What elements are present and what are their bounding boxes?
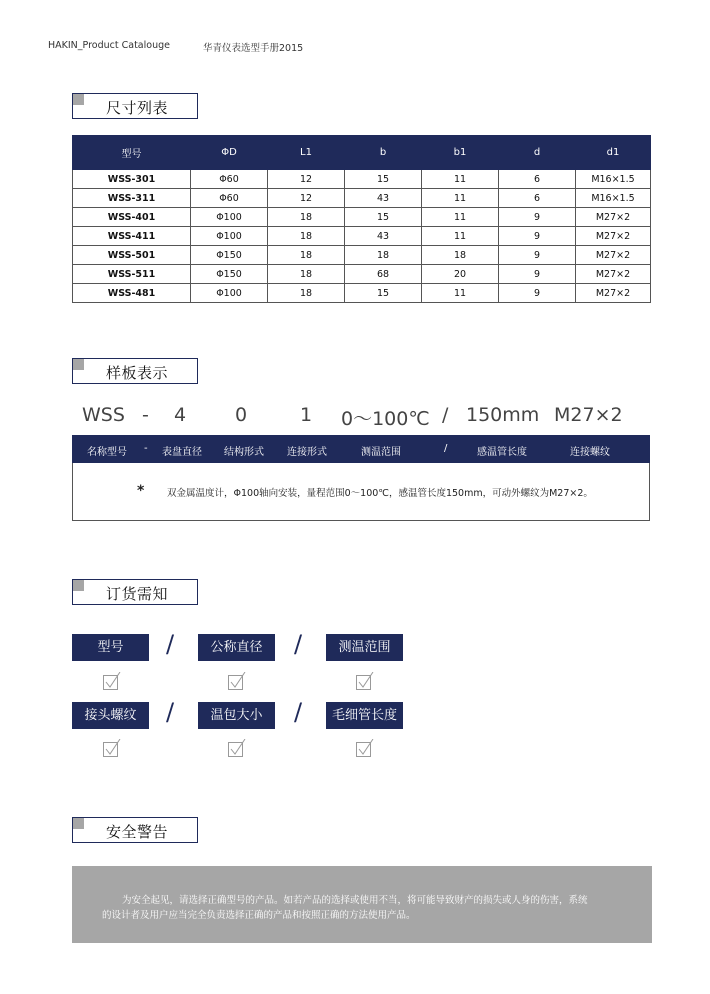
cell: 11 — [422, 208, 499, 227]
section-title-text: 订货需知 — [106, 585, 169, 603]
cell: 6 — [499, 170, 576, 189]
section-marker-icon — [73, 818, 84, 829]
order-field-nominal-diameter: 公称直径 — [198, 634, 275, 661]
cell: 11 — [422, 170, 499, 189]
cell: M16×1.5 — [576, 170, 651, 189]
cell: M27×2 — [576, 284, 651, 303]
legend-label: - — [144, 443, 148, 454]
cell: 18 — [268, 208, 345, 227]
legend-label: / — [444, 443, 448, 454]
legend-label: 感温管长度 — [477, 447, 527, 458]
sample-description-box — [72, 463, 650, 521]
cell: Φ60 — [191, 170, 268, 189]
code-part-dash: - — [142, 404, 149, 426]
order-field-model: 型号 — [72, 634, 149, 661]
dimensions-table — [72, 135, 651, 303]
col-header-b: b — [345, 136, 422, 170]
section-marker-icon — [73, 94, 84, 105]
col-header-diameter: ΦD — [191, 136, 268, 170]
cell: 20 — [422, 265, 499, 284]
safety-text-line1: 为安全起见，请选择正确型号的产品。如若产品的选择或使用不当，将可能导致财产的损失或人身的伤害，系统 — [122, 895, 588, 906]
cell: 43 — [345, 189, 422, 208]
cell: 11 — [422, 227, 499, 246]
cell: 18 — [345, 246, 422, 265]
cell: M27×2 — [576, 265, 651, 284]
cell: M27×2 — [576, 227, 651, 246]
checkbox-icon[interactable] — [103, 739, 121, 757]
sample-legend-bar — [72, 435, 650, 463]
sample-description: 双金属温度计，Φ100轴向安装，量程范围0～100℃，感温管长度150mm，可动外螺纹为M27×2。 — [167, 488, 593, 499]
order-field-bulb-size: 温包大小 — [198, 702, 275, 729]
safety-warning-box — [72, 866, 652, 943]
order-field-temp-range: 测温范围 — [326, 634, 403, 661]
cell: Φ100 — [191, 227, 268, 246]
col-header-l1: L1 — [268, 136, 345, 170]
cell: M27×2 — [576, 208, 651, 227]
table-row — [73, 189, 651, 208]
safety-text-line2: 的设计者及用户应当完全负责选择正确的产品和按照正确的方法使用产品。 — [102, 910, 416, 921]
table-row — [73, 170, 651, 189]
table-header-row — [73, 136, 651, 170]
cell: 11 — [422, 284, 499, 303]
checkbox-icon[interactable] — [356, 672, 374, 690]
cell-model: WSS-511 — [73, 265, 191, 284]
order-separator: / — [166, 698, 175, 726]
checkbox-icon[interactable] — [228, 739, 246, 757]
section-title-safety — [72, 817, 198, 843]
section-marker-icon — [73, 580, 84, 591]
cell: 18 — [268, 246, 345, 265]
checkbox-icon[interactable] — [103, 672, 121, 690]
section-title-sample — [72, 358, 198, 384]
section-title-text: 样板表示 — [106, 364, 169, 382]
header-chinese-title: 华青仪表选型手册2015 — [203, 43, 304, 54]
order-field-joint-thread: 接头螺纹 — [72, 702, 149, 729]
cell-model: WSS-301 — [73, 170, 191, 189]
legend-label: 连接形式 — [287, 447, 327, 458]
cell: 43 — [345, 227, 422, 246]
code-part-connection: 1 — [300, 404, 313, 426]
cell: 15 — [345, 170, 422, 189]
cell: 68 — [345, 265, 422, 284]
section-title-dimensions — [72, 93, 198, 119]
cell: 18 — [268, 284, 345, 303]
cell: 9 — [499, 265, 576, 284]
order-separator: / — [166, 630, 175, 658]
cell: 18 — [268, 227, 345, 246]
asterisk-icon: * — [137, 483, 145, 499]
order-field-capillary-length: 毛细管长度 — [326, 702, 403, 729]
cell-model: WSS-481 — [73, 284, 191, 303]
code-part-thread: M27×2 — [554, 404, 623, 426]
col-header-d: d — [499, 136, 576, 170]
table-row — [73, 246, 651, 265]
cell: M27×2 — [576, 246, 651, 265]
cell: 9 — [499, 227, 576, 246]
code-part-structure: 0 — [235, 404, 248, 426]
cell: 18 — [268, 265, 345, 284]
section-title-text: 安全警告 — [106, 823, 169, 841]
cell: Φ100 — [191, 208, 268, 227]
section-marker-icon — [73, 359, 84, 370]
checkbox-icon[interactable] — [356, 739, 374, 757]
legend-label: 名称型号 — [87, 447, 127, 458]
table-row — [73, 208, 651, 227]
page-header — [48, 40, 304, 54]
cell: 18 — [422, 246, 499, 265]
cell: Φ150 — [191, 265, 268, 284]
cell-model: WSS-501 — [73, 246, 191, 265]
cell-model: WSS-411 — [73, 227, 191, 246]
cell: M16×1.5 — [576, 189, 651, 208]
cell: 15 — [345, 284, 422, 303]
legend-label: 连接螺纹 — [570, 447, 610, 458]
col-header-d1: d1 — [576, 136, 651, 170]
cell: 15 — [345, 208, 422, 227]
legend-label: 表盘直径 — [162, 447, 202, 458]
section-title-ordering — [72, 579, 198, 605]
cell: 9 — [499, 246, 576, 265]
code-part-slash: / — [442, 404, 449, 426]
sample-code — [72, 404, 650, 430]
cell: Φ60 — [191, 189, 268, 208]
col-header-model: 型号 — [73, 136, 191, 170]
cell: 6 — [499, 189, 576, 208]
code-part-series: WSS — [82, 404, 125, 426]
order-separator: / — [294, 630, 303, 658]
legend-label: 结构形式 — [224, 447, 264, 458]
cell: 9 — [499, 284, 576, 303]
header-catalogue-title: HAKIN_Product Catalouge — [48, 40, 170, 51]
legend-label: 测温范围 — [361, 447, 401, 458]
cell: 11 — [422, 189, 499, 208]
table-row — [73, 284, 651, 303]
cell-model: WSS-401 — [73, 208, 191, 227]
code-part-dial: 4 — [174, 404, 187, 426]
cell: 12 — [268, 170, 345, 189]
code-part-length: 150mm — [466, 404, 540, 426]
cell: 9 — [499, 208, 576, 227]
section-title-text: 尺寸列表 — [106, 99, 169, 117]
cell-model: WSS-311 — [73, 189, 191, 208]
table-row — [73, 265, 651, 284]
code-part-range: 0～100℃ — [341, 408, 430, 430]
table-row — [73, 227, 651, 246]
col-header-b1: b1 — [422, 136, 499, 170]
checkbox-icon[interactable] — [228, 672, 246, 690]
cell: Φ150 — [191, 246, 268, 265]
cell: Φ100 — [191, 284, 268, 303]
order-separator: / — [294, 698, 303, 726]
cell: 12 — [268, 189, 345, 208]
